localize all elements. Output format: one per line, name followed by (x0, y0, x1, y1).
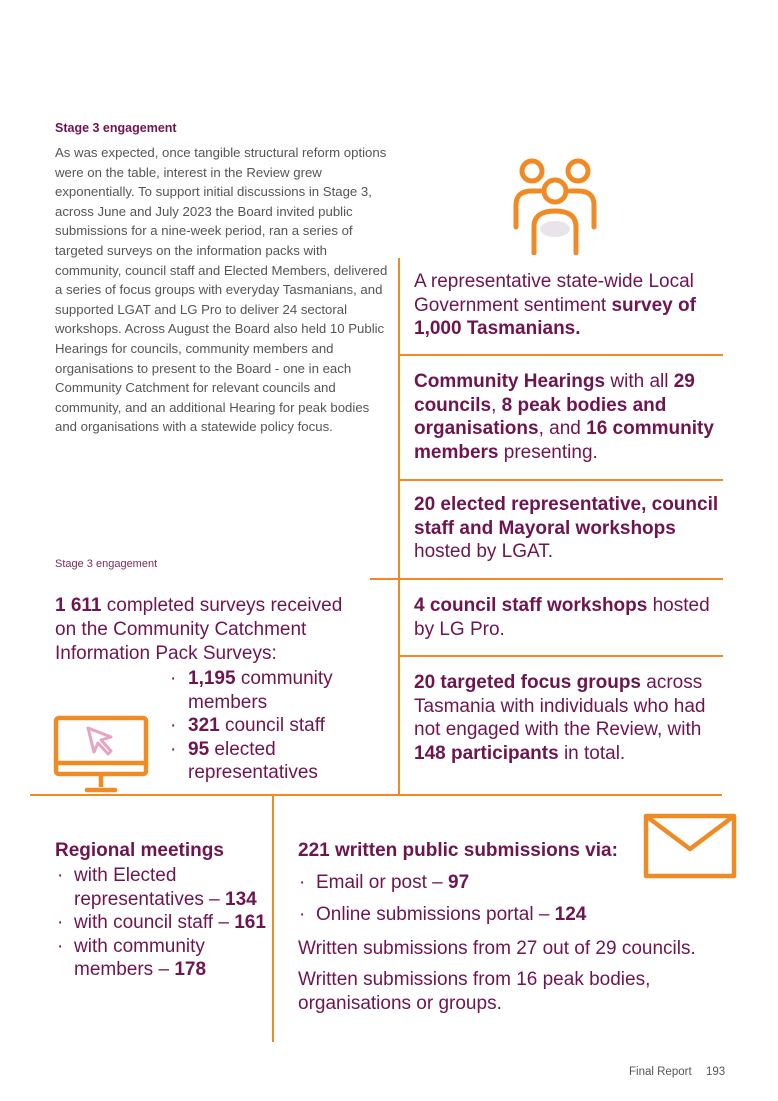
lgpro-workshops-box (414, 594, 724, 641)
list-item: · 1,195 community members (168, 667, 358, 714)
survey-lead-text: completed surveys received on the Community Catchment Information Pack Surveys: (55, 595, 343, 664)
list-item: · Email or post – 97 (298, 871, 628, 895)
workshops-box (414, 493, 724, 564)
box5-p1: across Tasmania with individuals who had not engaged with the Review, with (414, 672, 706, 740)
computer-cursor-icon (53, 715, 149, 795)
box1-text: A representative state-wide Local Government sentiment (414, 271, 694, 316)
list-item: · 321 council staff (168, 714, 358, 738)
list-item: · with council staff – 161 (55, 911, 270, 935)
box2-b4: 16 community members (414, 418, 714, 463)
box1-highlight: survey of 1,000 Tasmanians. (414, 294, 696, 339)
box2-p1: with all (605, 371, 674, 392)
council-submissions-note: Written submissions from 27 out of 29 councils. (298, 938, 696, 959)
focus-groups-box (414, 671, 724, 765)
people-group-icon (512, 157, 598, 255)
regional-meetings-title: Regional meetings (55, 840, 224, 861)
survey-breakdown-list (168, 667, 358, 785)
box2-p2: , (491, 394, 502, 416)
page-number: 193 (706, 1066, 726, 1078)
intro-paragraph: As was expected, once tangible structural reform options were on the table, interest in the Review grew exponentially. To support initial discussions in Stage 3, across June and July 2023 the Board invited public submissions for a nine-week period, ran a series of targeted surveys on the information packs with community, council staff and Elected Members, delivered a series of focus groups with everyday Tasmanians, and supported LGAT and LG Pro to deliver 24 sectoral workshops. Across August the Board also held 10 Public Hearings for councils, community members and organisations to present to the Board - one in each Community Catchment for relevant councils and community, and an additional Hearing for peak bodies and organisations with a statewide policy focus. (55, 145, 388, 435)
box3-p1: hosted by LGAT. (414, 541, 554, 562)
box5-b1: 20 targeted focus groups (414, 672, 641, 693)
box2-p3: , and (538, 418, 587, 439)
survey-count: 1 611 (55, 595, 102, 616)
list-item: · 95 elected representatives (168, 738, 358, 785)
box3-b1: 20 elected representative, council staff and Mayoral workshops (414, 494, 719, 539)
box5-p2: in total. (558, 742, 626, 764)
figure-caption: Stage 3 engagement (55, 558, 158, 570)
surveys-summary (55, 594, 355, 666)
divider-2 (399, 479, 723, 481)
envelope-icon (643, 813, 737, 879)
box2-b2: 29 councils (414, 371, 695, 416)
community-hearings-box (414, 370, 724, 464)
submissions-title: 221 written public submissions via: (298, 840, 618, 861)
section-heading: Stage 3 engagement (55, 121, 177, 135)
box2-b1: Community Hearings (414, 371, 606, 392)
right-column-divider (398, 258, 400, 795)
box4-p1: hosted by LG Pro. (414, 595, 710, 640)
submissions-list (298, 871, 628, 935)
box4-b1: 4 council staff workshops (414, 595, 648, 616)
divider-3 (370, 578, 723, 580)
box2-p4: presenting. (498, 441, 598, 463)
footer-label: Final Report (629, 1066, 692, 1078)
list-item: · with community members – 178 (55, 935, 270, 982)
survey-sentiment-box (414, 270, 724, 341)
list-item: · with Elected representatives – 134 (55, 864, 270, 911)
bottom-column-divider (272, 795, 274, 1042)
peak-bodies-submissions-note: Written submissions from 16 peak bodies, organisations or groups. (298, 969, 651, 1014)
regional-meetings-list (55, 864, 270, 982)
section-divider (30, 794, 722, 796)
list-item: · Online submissions portal – 124 (298, 903, 628, 927)
divider-4 (399, 655, 723, 657)
box5-b2: 148 participants (414, 742, 559, 764)
divider-1 (399, 354, 723, 356)
box2-b3: 8 peak bodies and organisations (414, 394, 667, 439)
